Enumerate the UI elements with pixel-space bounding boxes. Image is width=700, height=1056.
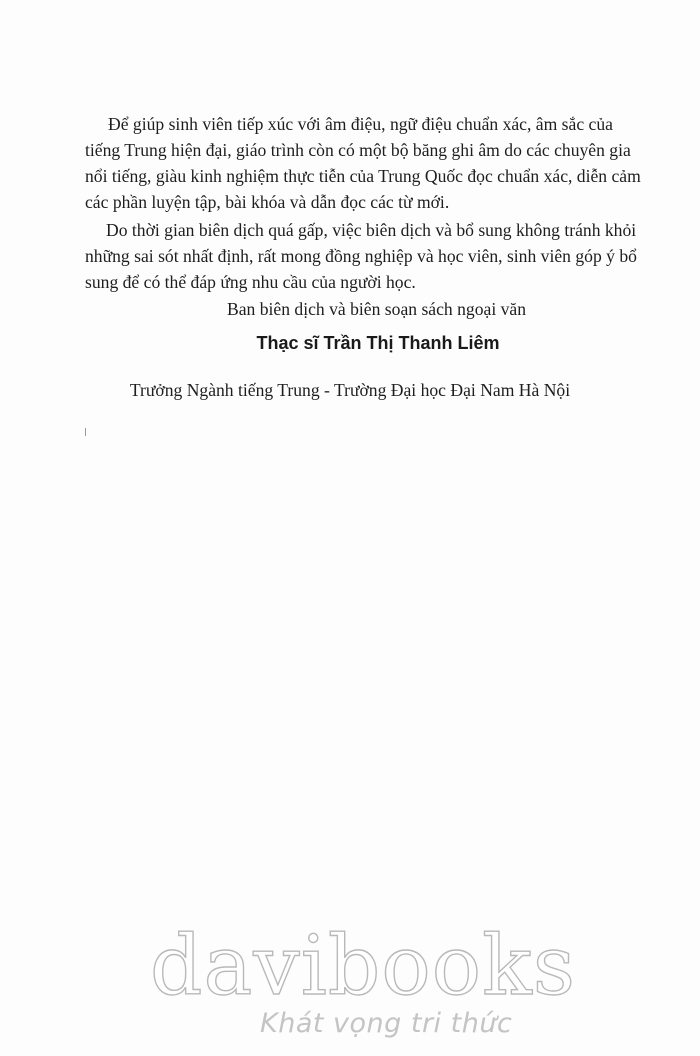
paragraph-1-line-2: tiếng Trung hiện đại, giáo trình còn có một bộ băng ghi âm do các chuyên gia — [85, 140, 631, 160]
watermark-brand: davibooks — [150, 919, 576, 1014]
paragraph-2-line-2: những sai sót nhất định, rất mong đồng nghiệp và học viên, sinh viên góp ý bổ — [85, 246, 637, 266]
paragraph-2-line-3: sung để có thể đáp ứng nhu cầu của người học. — [85, 272, 416, 292]
author-position: Trưởng Ngành tiếng Trung - Trường Đại học Đại Nam Hà Nội — [129, 380, 571, 400]
scan-mark — [85, 428, 86, 436]
paragraph-1-line-1: Để giúp sinh viên tiếp xúc với âm điệu, ngữ điệu chuẩn xác, âm sắc của — [108, 114, 613, 134]
paragraph-1-line-3: nổi tiếng, giàu kinh nghiệm thực tiễn của Trung Quốc đọc chuẩn xác, diễn cảm — [85, 166, 641, 186]
signature-line: Ban biên dịch và biên soạn sách ngoại văn — [227, 299, 527, 319]
author-name: Thạc sĩ Trần Thị Thanh Liêm — [256, 333, 500, 353]
watermark-tagline: Khát vọng tri thức — [260, 1008, 513, 1039]
paragraph-1-line-4: các phần luyện tập, bài khóa và dẫn đọc các từ mới. — [85, 192, 450, 212]
watermark — [150, 919, 576, 1042]
paragraph-2-line-1: Do thời gian biên dịch quá gấp, việc biên dịch và bổ sung không tránh khỏi — [106, 220, 637, 240]
